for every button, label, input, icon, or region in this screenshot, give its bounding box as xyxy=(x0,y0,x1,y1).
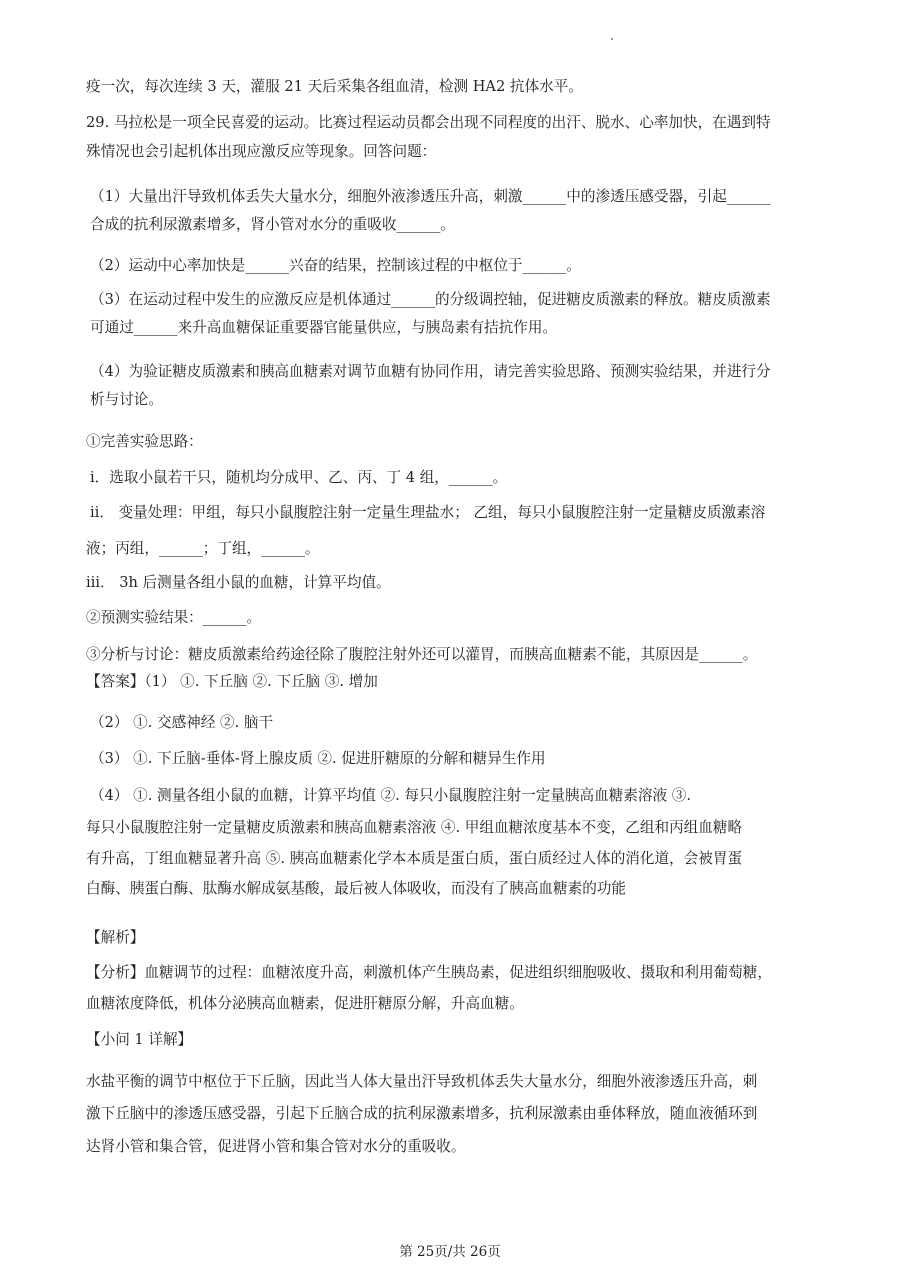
detail-1-line-1: 水盐平衡的调节中枢位于下丘脑，因此当人体大量出汗导致机体丢失大量水分，细胞外液渗透压升高，刺 xyxy=(86,1073,758,1090)
answer-4-cont-3: 白酶、胰蛋白酶、肽酶水解成氨基酸，最后被人体吸收，而没有了胰高血糖素的功能 xyxy=(86,880,626,897)
answer-4-cont-2: 有升高，丁组血糖显著升高 ⑤. 胰高血糖素化学本本质是蛋白质，蛋白质经过人体的消化道，会被胃蛋 xyxy=(86,850,743,867)
page-footer: 第 25页/共 26页 xyxy=(399,1244,501,1260)
analysis-line-1: 【分析】血糖调节的过程：血糖浓度升高，刺激机体产生胰岛素，促进组织细胞吸收、摄取和利用葡萄糖， xyxy=(86,964,772,981)
question-29-stem: 29. 马拉松是一项全民喜爱的运动。比赛过程运动员都会出现不同程度的出汗、脱水、心率加快，在遇到特 xyxy=(86,114,771,131)
experiment-step-iii: ⅲ． 3h 后测量各组小鼠的血糖，计算平均值。 xyxy=(86,574,391,591)
question-29-stem-cont: 殊情况也会引起机体出现应激反应等现象。回答问题： xyxy=(86,143,437,160)
experiment-step-ii: ⅱ． 变量处理：甲组，每只小鼠腹腔注射一定量生理盐水； 乙组，每只小鼠腹腔注射一定量糖皮质激素溶 xyxy=(90,504,766,521)
sub-question-1-cont: 合成的抗利尿激素增多，肾小管对水分的重吸收______。 xyxy=(90,216,455,233)
analysis-line-2: 血糖浓度降低，机体分泌胰高血糖素，促进肝糖原分解，升高血糖。 xyxy=(86,995,524,1012)
detail-1-heading: 【小问 1 详解】 xyxy=(86,1031,193,1048)
scan-dot xyxy=(611,38,613,40)
sub-question-3-cont: 可通过______来升高血糖保证重要器官能量供应，与胰岛素有拮抗作用。 xyxy=(90,319,558,336)
analysis-heading: 【解析】 xyxy=(86,929,145,946)
sub-question-4-cont: 析与讨论。 xyxy=(90,391,163,408)
detail-1-line-2: 激下丘脑中的渗透压感受器，引起下丘脑合成的抗利尿激素增多，抗利尿激素由垂体释放，随血液循环到 xyxy=(86,1105,758,1122)
experiment-step-ii-cont: 液；丙组，______；丁组，______。 xyxy=(86,540,320,557)
answer-2: （2） ①. 交感神经 ②. 脑干 xyxy=(90,714,274,731)
answer-4-cont-1: 每只小鼠腹腔注射一定量糖皮质激素和胰高血糖素溶液 ④. 甲组血糖浓度基本不变，乙组和丙组血糖略 xyxy=(86,819,743,836)
detail-1-line-3: 达肾小管和集合管，促进肾小管和集合管对水分的重吸收。 xyxy=(86,1138,466,1155)
experiment-step-i: ⅰ．选取小鼠若干只，随机均分成甲、乙、丙、丁 4 组，______。 xyxy=(90,469,508,486)
answer-4: （4） ①. 测量各组小鼠的血糖，计算平均值 ②. 每只小鼠腹腔注射一定量胰高血糖素溶液 ③. xyxy=(90,787,691,804)
answer-3: （3） ①. 下丘脑-垂体-肾上腺皮质 ②. 促进肝糖原的分解和糖异生作用 xyxy=(90,750,546,767)
experiment-idea-heading: ①完善实验思路： xyxy=(86,433,203,450)
sub-question-1: （1）大量出汗导致机体丢失大量水分，细胞外液渗透压升高，刺激______中的渗透压感受器，引起______ xyxy=(90,188,771,205)
prediction-line: ②预测实验结果：______。 xyxy=(86,609,262,626)
answer-1: 【答案】（1） ①. 下丘脑 ②. 下丘脑 ③. 增加 xyxy=(86,673,378,690)
sub-question-3: （3）在运动过程中发生的应激反应是机体通过______的分级调控轴，促进糖皮质激素的释放。糖皮质激素 xyxy=(90,291,771,308)
text-line-1: 疫一次，每次连续 3 天，灌服 21 天后采集各组血清，检测 HA2 抗体水平。 xyxy=(86,78,583,95)
sub-question-2: （2）运动中心率加快是______兴奋的结果，控制该过程的中枢位于______。 xyxy=(90,257,581,274)
sub-question-4: （4）为验证糖皮质激素和胰高血糖素对调节血糖有协同作用，请完善实验思路、预测实验结果，并进行分 xyxy=(90,363,771,380)
discussion-line: ③分析与讨论：糖皮质激素给药途径除了腹腔注射外还可以灌胃，而胰高血糖素不能，其原因是______。 xyxy=(86,646,758,663)
